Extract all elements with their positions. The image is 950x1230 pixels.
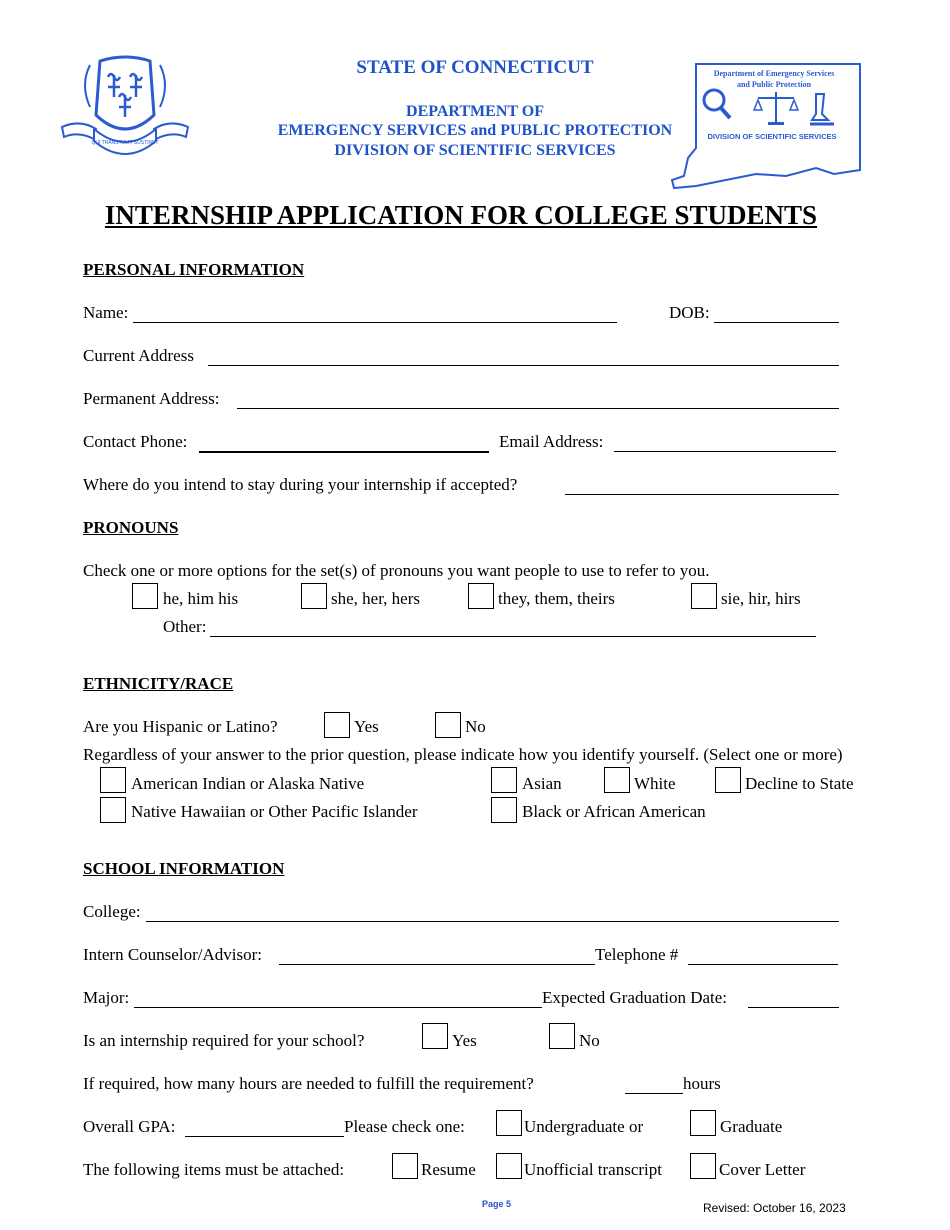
seal-motto: QUI TRANSTULIT SUSTINET: [91, 140, 159, 146]
email-field[interactable]: [614, 451, 836, 452]
telephone-field[interactable]: [688, 964, 838, 965]
state-seal: [60, 55, 190, 165]
race-black-checkbox[interactable]: [491, 797, 517, 823]
required-yes-label: Yes: [452, 1031, 477, 1050]
transcript-label: Unofficial transcript: [524, 1160, 663, 1179]
cover-letter-label: Cover Letter: [719, 1160, 806, 1179]
major-field[interactable]: [134, 1007, 542, 1008]
race-white-checkbox[interactable]: [604, 767, 630, 793]
pronoun-he-label: he, him his: [163, 589, 239, 608]
major-label: Major:: [83, 988, 130, 1007]
undergrad-checkbox[interactable]: [496, 1110, 522, 1136]
cover-letter-checkbox[interactable]: [690, 1153, 716, 1179]
pronoun-other-label: Other:: [163, 617, 207, 636]
hispanic-question: Are you Hispanic or Latino?: [83, 717, 278, 736]
race-native-hawaiian-label: Native Hawaiian or Other Pacific Islander: [131, 802, 418, 821]
hours-question: If required, how many hours are needed to fulfill the requirement?: [83, 1074, 534, 1093]
logo-line3: DIVISION OF SCIENTIFIC SERVICES: [707, 132, 837, 141]
name-label: Name:: [83, 303, 129, 322]
hours-field[interactable]: [625, 1093, 683, 1094]
hispanic-yes-label: Yes: [354, 717, 379, 736]
check-one-label: Please check one:: [344, 1117, 465, 1136]
personal-heading: PERSONAL INFORMATION: [83, 260, 305, 279]
page-number: Page 5: [482, 1199, 512, 1209]
grad-date-label: Expected Graduation Date:: [542, 988, 728, 1007]
required-question: Is an internship required for your school?: [83, 1031, 365, 1050]
undergrad-label: Undergraduate or: [524, 1117, 644, 1136]
logo-line1: Department of Emergency Services: [713, 69, 835, 78]
phone-label: Contact Phone:: [83, 432, 188, 451]
resume-checkbox[interactable]: [392, 1153, 418, 1179]
pronoun-other-field[interactable]: [210, 636, 816, 637]
race-decline-checkbox[interactable]: [715, 767, 741, 793]
header-state: STATE OF CONNECTICUT: [356, 57, 594, 78]
header-dept-line3: DIVISION OF SCIENTIFIC SERVICES: [334, 142, 616, 159]
race-american-indian-label: American Indian or Alaska Native: [131, 774, 365, 793]
page-title: INTERNSHIP APPLICATION FOR COLLEGE STUDENTS: [104, 200, 818, 230]
stay-label: Where do you intend to stay during your internship if accepted?: [83, 475, 518, 494]
logo-line2: and Public Protection: [736, 80, 812, 89]
race-asian-label: Asian: [522, 774, 562, 793]
identify-question: Regardless of your answer to the prior question, please indicate how you identify yourself. (Select one or more): [83, 745, 843, 764]
name-field[interactable]: [133, 322, 617, 323]
hispanic-yes-checkbox[interactable]: [324, 712, 350, 738]
required-no-label: No: [579, 1031, 600, 1050]
pronouns-instruction: Check one or more options for the set(s) of pronouns you want people to use to refer to you.: [83, 561, 710, 580]
required-yes-checkbox[interactable]: [422, 1023, 448, 1049]
pronoun-she-checkbox[interactable]: [301, 583, 327, 609]
school-heading: SCHOOL INFORMATION: [83, 859, 285, 878]
transcript-checkbox[interactable]: [496, 1153, 522, 1179]
phone-field[interactable]: [199, 451, 489, 453]
current-address-field[interactable]: [208, 365, 839, 366]
header-dept-line1: DEPARTMENT OF: [406, 103, 544, 120]
telephone-label: Telephone #: [595, 945, 679, 964]
pronoun-sie-label: sie, hir, hirs: [721, 589, 801, 608]
email-label: Email Address:: [499, 432, 604, 451]
pronoun-they-label: they, them, theirs: [498, 589, 615, 608]
hispanic-no-label: No: [465, 717, 486, 736]
current-address-label: Current Address: [83, 346, 194, 365]
hours-label: hours: [683, 1074, 721, 1093]
permanent-address-field[interactable]: [237, 408, 839, 409]
race-native-hawaiian-checkbox[interactable]: [100, 797, 126, 823]
pronouns-heading: PRONOUNS: [83, 518, 179, 537]
counselor-field[interactable]: [279, 964, 595, 965]
hispanic-no-checkbox[interactable]: [435, 712, 461, 738]
permanent-address-label: Permanent Address:: [83, 389, 220, 408]
pronoun-he-checkbox[interactable]: [132, 583, 158, 609]
despp-logo: [666, 58, 866, 190]
revised-date: Revised: October 16, 2023: [703, 1201, 846, 1215]
dob-field[interactable]: [714, 322, 839, 323]
ethnicity-heading: ETHNICITY/RACE: [83, 674, 234, 693]
dob-label: DOB:: [669, 303, 710, 322]
gpa-label: Overall GPA:: [83, 1117, 176, 1136]
counselor-label: Intern Counselor/Advisor:: [83, 945, 262, 964]
race-black-label: Black or African American: [522, 802, 706, 821]
resume-label: Resume: [421, 1160, 476, 1179]
race-american-indian-checkbox[interactable]: [100, 767, 126, 793]
race-decline-label: Decline to State: [745, 774, 854, 793]
college-field[interactable]: [146, 921, 839, 922]
gpa-field[interactable]: [185, 1136, 344, 1137]
race-asian-checkbox[interactable]: [491, 767, 517, 793]
race-white-label: White: [634, 774, 676, 793]
header-dept-line2: EMERGENCY SERVICES and PUBLIC PROTECTION: [277, 122, 673, 139]
attached-label: The following items must be attached:: [83, 1160, 345, 1179]
pronoun-she-label: she, her, hers: [331, 589, 421, 608]
required-no-checkbox[interactable]: [549, 1023, 575, 1049]
graduate-label: Graduate: [720, 1117, 783, 1136]
college-label: College:: [83, 902, 141, 921]
stay-field[interactable]: [565, 494, 839, 495]
grad-date-field[interactable]: [748, 1007, 839, 1008]
graduate-checkbox[interactable]: [690, 1110, 716, 1136]
pronoun-sie-checkbox[interactable]: [691, 583, 717, 609]
pronoun-they-checkbox[interactable]: [468, 583, 494, 609]
